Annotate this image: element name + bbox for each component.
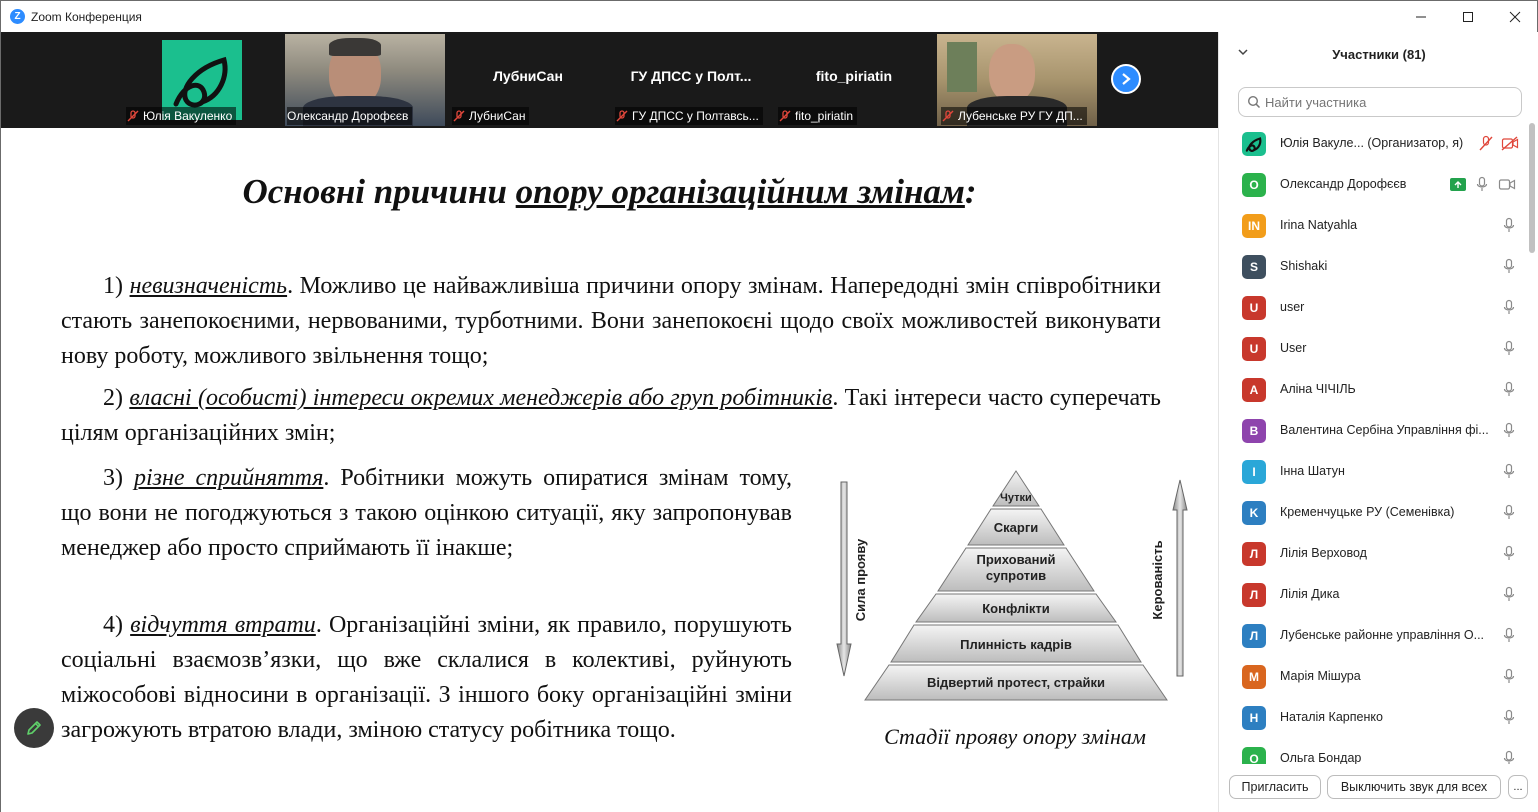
paragraph-1: 1) невизначеність. Можливо це найважливіша причини опору змінам. Напередодні змін співробітники стають занепокоєними, нервованими, турботними. Вони занепокоєні щодо своїх можливостей виконувати нову роботу, можливого звільнення тощо;: [61, 273, 1161, 369]
participant-name: Валентина Сербіна Управління фі...: [1280, 423, 1489, 437]
paragraph-2: 2) власні (особисті) інтереси окремих менеджерів або груп робітників. Такі інтереси часто суперечать цілям організаційних змін;: [61, 385, 1161, 446]
participant-name: Shishaki: [1280, 259, 1328, 273]
participant-row[interactable]: [1219, 164, 1527, 205]
pyramid-label: супротив: [985, 568, 1047, 583]
video-icon: [1498, 176, 1516, 193]
participant-row[interactable]: [1219, 574, 1527, 615]
right-axis-label: Керованість: [1150, 540, 1165, 620]
avatar: B: [1242, 419, 1266, 443]
participant-row[interactable]: [1219, 697, 1527, 738]
avatar: U: [1242, 296, 1266, 320]
video-tile[interactable]: [448, 34, 608, 126]
mic-icon: [1502, 504, 1516, 521]
participant-search[interactable]: [1238, 87, 1522, 117]
pyramid-caption: Стадії прояву опору змінам: [884, 724, 1146, 749]
pencil-icon: [25, 719, 43, 737]
mic-muted-icon: [126, 109, 140, 123]
mic-icon: [1502, 627, 1516, 644]
participant-list: [1219, 123, 1527, 764]
participant-name: Лілія Дика: [1280, 587, 1340, 601]
video-tile[interactable]: [611, 34, 771, 126]
participant-row[interactable]: [1219, 287, 1527, 328]
avatar: Л: [1242, 583, 1266, 607]
participants-title: Участники (81): [1332, 46, 1426, 62]
pyramid-label: Чутки: [1000, 492, 1032, 504]
mic-muted-icon: [452, 109, 466, 123]
mic-icon: [1502, 545, 1516, 562]
annotate-button[interactable]: [14, 708, 54, 748]
video-tile[interactable]: [774, 34, 934, 126]
shared-screen: [1, 128, 1218, 812]
pyramid-label: Прихований: [976, 552, 1056, 567]
next-page-button[interactable]: [1111, 64, 1141, 94]
up-arrow-icon: [1173, 480, 1187, 676]
mic-icon: [1502, 463, 1516, 480]
mic-muted-icon: [778, 109, 792, 123]
tile-name: ЛубниСан: [452, 107, 529, 125]
participant-status-icons: [1450, 176, 1516, 193]
mic-muted-icon: [615, 109, 629, 123]
avatar: [1242, 132, 1266, 156]
avatar: U: [1242, 337, 1266, 361]
window-title: Zoom Конференция: [31, 9, 142, 24]
participant-name: Аліна ЧІЧІЛЬ: [1280, 382, 1356, 396]
avatar: Л: [1242, 542, 1266, 566]
participant-row[interactable]: [1219, 656, 1527, 697]
participant-row[interactable]: [1219, 410, 1527, 451]
mic-icon: [1502, 709, 1516, 726]
avatar: I: [1242, 460, 1266, 484]
more-options-button[interactable]: ...: [1508, 775, 1528, 799]
video-tile[interactable]: [122, 34, 282, 126]
tile-name: Олександр Дорофєєв: [287, 107, 412, 125]
mic-icon: [1502, 750, 1516, 764]
participant-row[interactable]: [1219, 451, 1527, 492]
tile-name: ГУ ДПСС у Полтавсь...: [615, 107, 763, 125]
video-off-icon: [1501, 135, 1519, 152]
participants-panel: [1218, 32, 1538, 812]
participant-name: user: [1280, 300, 1305, 314]
participant-name: Кременчуцьке РУ (Семенівка): [1280, 505, 1455, 519]
participant-name: Марія Мішура: [1280, 669, 1361, 683]
participant-name: Олександр Дорофєєв: [1280, 177, 1407, 191]
avatar: K: [1242, 501, 1266, 525]
participant-list-scrollbar[interactable]: [1527, 123, 1537, 764]
participant-name: Irina Natyahla: [1280, 218, 1358, 232]
title-bar: [1, 1, 1537, 32]
pyramid-label: Плинність кадрів: [960, 637, 1072, 652]
mic-icon: [1502, 381, 1516, 398]
paragraph-4: 4) відчуття втрати. Організаційні зміни, як правило, порушують соціальні взаємозв’язки, що вже склалися в колективі, руйнують міжособові відносини в організації. З іншого боку організаційні зміни загрожують втратою влади, зміною статусу робітника тощо.: [61, 612, 792, 743]
participant-name: Юлія Вакуле... (Организатор, я): [1280, 136, 1464, 150]
maximize-button[interactable]: [1445, 1, 1491, 32]
participant-row[interactable]: [1219, 246, 1527, 287]
participant-row[interactable]: [1219, 205, 1527, 246]
tile-name: fito_piriatin: [778, 107, 857, 125]
pyramid-label: Відвертий протест, страйки: [927, 675, 1105, 690]
minimize-icon: [1415, 11, 1427, 23]
participant-name: User: [1280, 341, 1307, 355]
maximize-icon: [1462, 11, 1474, 23]
video-tile[interactable]: [937, 34, 1097, 126]
mic-muted-icon: [941, 109, 955, 123]
mic-icon: [1502, 299, 1516, 316]
mic-icon: [1475, 176, 1489, 193]
participant-row[interactable]: [1219, 738, 1527, 764]
mic-icon: [1502, 258, 1516, 275]
zoom-logo-icon: Z: [10, 9, 25, 24]
avatar: О: [1242, 747, 1266, 764]
participant-row[interactable]: [1219, 123, 1527, 164]
avatar: М: [1242, 665, 1266, 689]
mic-icon: [1502, 668, 1516, 685]
mic-icon: [1502, 422, 1516, 439]
avatar: A: [1242, 378, 1266, 402]
avatar: Л: [1242, 624, 1266, 648]
mic-icon: [1502, 586, 1516, 603]
avatar: S: [1242, 255, 1266, 279]
resistance-pyramid-diagram: [831, 468, 1201, 708]
participant-row[interactable]: [1219, 328, 1527, 369]
tile-center-name: fito_piriatin: [815, 68, 893, 84]
participant-name: Лубенське районне управління О...: [1280, 628, 1485, 642]
scroll-thumb[interactable]: [1529, 123, 1535, 253]
avatar: IN: [1242, 214, 1266, 238]
close-button[interactable]: [1492, 1, 1538, 32]
tile-name: Юлія Вакуленко: [126, 107, 236, 125]
screen-share-icon: [1450, 178, 1466, 191]
invite-button[interactable]: Пригласить: [1229, 775, 1321, 799]
search-input[interactable]: [1265, 95, 1505, 110]
participant-name: Інна Шатун: [1280, 464, 1345, 478]
search-icon: [1247, 95, 1261, 109]
avatar: О: [1242, 173, 1266, 197]
pyramid-label: Скарги: [993, 520, 1039, 535]
leaf-logo-icon: [1243, 133, 1265, 155]
mic-icon: [1502, 340, 1516, 357]
mic-muted-icon: [1479, 135, 1493, 152]
video-strip: [1, 32, 1218, 128]
left-axis-label: Сила прояву: [853, 538, 868, 622]
pyramid-label: Конфлікти: [982, 601, 1050, 616]
close-icon: [1509, 11, 1521, 23]
tile-center-name: ЛубниСан: [493, 68, 563, 84]
minimize-button[interactable]: [1398, 1, 1444, 32]
participant-name: Лілія Верховод: [1280, 546, 1367, 560]
participant-row[interactable]: [1219, 533, 1527, 574]
tile-center-name: ГУ ДПСС у Полт...: [630, 68, 752, 84]
participant-row[interactable]: [1219, 615, 1527, 656]
participant-row[interactable]: [1219, 492, 1527, 533]
participant-name: Ольга Бондар: [1280, 751, 1362, 764]
avatar: Н: [1242, 706, 1266, 730]
paragraph-3: 3) різне сприйняття. Робітники можуть опиратися змінам тому, що вони не погоджуються з такою оцінкою ситуації, яку запропонував менеджер або просто сприймають її інакше;: [61, 465, 793, 561]
mute-all-button[interactable]: Выключить звук для всех: [1327, 775, 1501, 799]
participant-row[interactable]: [1219, 369, 1527, 410]
video-tile[interactable]: [285, 34, 445, 126]
mic-icon: [1502, 217, 1516, 234]
tile-name: Лубенське РУ ГУ ДП...: [941, 107, 1087, 125]
slide-title: Основні причини опору організаційним змінам:: [242, 172, 977, 211]
down-arrow-icon: [837, 482, 851, 676]
self-status-icons: [1479, 135, 1519, 152]
chevron-right-icon: [1120, 72, 1132, 86]
participant-name: Наталія Карпенко: [1280, 710, 1383, 724]
